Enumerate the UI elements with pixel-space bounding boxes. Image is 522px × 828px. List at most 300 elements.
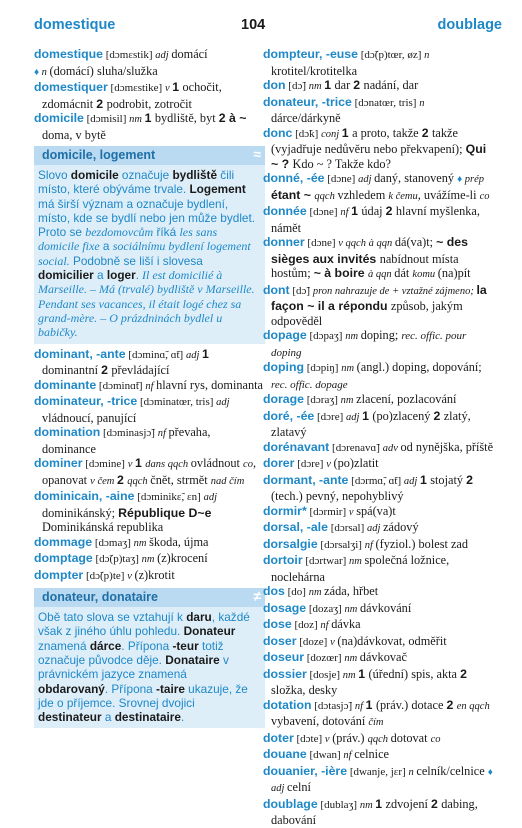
entry-text: 1 <box>201 346 209 361</box>
entry-text: nf <box>340 207 352 218</box>
entry-headword: dompteur, -euse <box>263 47 358 61</box>
entry-text: převaha, dominance <box>42 425 211 456</box>
entry-text: 1 <box>324 78 335 92</box>
entry-headword: dortoir <box>263 553 303 567</box>
entry-pronunciation: [dɔraʒ] <box>304 394 341 406</box>
entry-text: dans qqch <box>145 459 191 471</box>
entry-text: adj <box>346 411 363 423</box>
highlighted-term: bydliště <box>172 168 218 182</box>
box-text: Podobně se liší i slovesa <box>69 253 203 268</box>
entry-pronunciation: [dɔminatœr, tris] <box>137 396 217 409</box>
entry-text: nf <box>343 750 355 761</box>
entry-text: 2 <box>101 363 112 378</box>
entry-text: dabing, dabování <box>271 796 478 827</box>
entry-pronunciation: [dɔ̃] <box>285 80 309 92</box>
entry-text: vládnoucí, panující <box>42 410 137 425</box>
approx-icon: ≈ <box>253 146 261 162</box>
dictionary-entry <box>263 283 494 329</box>
entry-pronunciation: [dɔminasjɔ̃] <box>100 427 158 440</box>
entry-text: (angl.) doping, dopování; <box>356 360 482 374</box>
box-text: Proto se <box>38 225 86 240</box>
entry-text: 2 <box>96 96 107 111</box>
entry-text: ~ des sièges aux invités <box>271 235 468 266</box>
entry-pronunciation: [dɔre] <box>294 458 327 470</box>
entry-text: bydliště, byt <box>154 111 219 125</box>
entry-headword: dosage <box>263 600 307 615</box>
entry-text: a proto, takže <box>352 125 422 140</box>
entry-headword: doping <box>263 360 304 374</box>
entry-text: 1 <box>144 111 155 125</box>
entry-text: nm <box>129 114 145 125</box>
entry-text: celník/celnice <box>416 763 488 778</box>
entry-pronunciation: [dɔminikɛ̃, ɛn] <box>134 491 204 504</box>
entry-text: 2 <box>466 472 473 487</box>
entry-text: dotovat <box>390 730 431 745</box>
entry-text: doma, v bytě <box>42 127 106 142</box>
entry-pronunciation: [dɔne] <box>324 173 359 185</box>
entry-text: la façon ~ il a répondu <box>271 282 487 313</box>
left-entries-middle <box>34 347 265 585</box>
usage-box-title <box>34 146 265 165</box>
entry-text: nm <box>344 603 361 615</box>
entry-text: étant ~ <box>271 187 315 202</box>
entry-text: dárce/dárkyně <box>271 111 341 125</box>
dictionary-entry <box>34 80 265 111</box>
dictionary-entry <box>263 47 494 78</box>
entry-text: 2 <box>385 204 396 218</box>
entry-text: pron nahrazuje de + vztažné zájmeno; <box>312 285 477 297</box>
entry-text: takže (vyjadřuje nedůvěru nebo překvapení); <box>271 125 466 156</box>
entry-headword: douane <box>263 747 307 761</box>
box-text: Obě tato slova se vztahují k <box>38 610 187 625</box>
entry-text: v <box>164 83 173 94</box>
dictionary-entry <box>263 584 494 601</box>
entry-pronunciation: [dɔminɑ̃t] <box>96 379 146 392</box>
entry-pronunciation: [dɔrmɑ̃, ɑ̃t] <box>348 474 404 487</box>
entry-text: (po)zlatit <box>333 456 379 470</box>
entry-text: stojatý <box>430 472 467 487</box>
box-text: totiž označuje původce děje. <box>38 638 224 667</box>
dictionary-entry <box>34 489 265 535</box>
entry-pronunciation: [dozaʒ] <box>306 602 345 615</box>
entry-text: adj <box>358 174 375 185</box>
entry-pronunciation: [dɔ̃] <box>289 284 313 297</box>
dictionary-entry <box>263 328 494 360</box>
entry-headword: dos <box>263 584 285 598</box>
entry-text: (práv.) <box>332 730 368 745</box>
entry-text: prép <box>464 174 484 185</box>
entry-headword: domicile <box>34 111 84 125</box>
entry-text: co <box>479 190 490 202</box>
entry-text: n <box>424 50 430 61</box>
entry-text: celnice <box>354 747 390 761</box>
highlighted-term: destinateur <box>38 710 102 725</box>
usage-box-title-text: domicile, logement <box>42 148 156 162</box>
entry-text: n <box>408 766 417 778</box>
diamond-icon: ♦ <box>487 766 493 778</box>
entry-text: 2 <box>353 78 364 92</box>
entry-headword: doter <box>263 730 294 745</box>
entry-pronunciation: [dɔrsalʒi] <box>317 538 365 551</box>
entry-headword: dorénavant <box>263 439 330 454</box>
entry-pronunciation: [dɔ̃(p)tœr, øz] <box>357 49 425 61</box>
entry-headword: dorage <box>263 392 304 406</box>
dictionary-entry <box>263 553 494 584</box>
entry-text: zdvojení <box>385 796 431 811</box>
entry-text: nm <box>308 587 325 598</box>
highlighted-term: loger <box>106 268 136 283</box>
entry-text: 2 <box>433 408 444 423</box>
entry-text: adj <box>367 523 384 534</box>
entry-text: ovládnout <box>190 456 244 471</box>
dictionary-entry <box>263 698 494 731</box>
entry-text: 2 <box>421 125 432 140</box>
highlighted-term: obdarovaný <box>38 681 105 696</box>
entry-text: škoda, újma <box>149 534 209 549</box>
entry-text: nf <box>364 539 376 551</box>
page-header <box>0 0 522 42</box>
entry-pronunciation: [dɔrtwar] <box>302 555 350 567</box>
entry-text: co <box>243 459 253 471</box>
entry-pronunciation: [dɔminɑ̃, ɑ̃t] <box>125 348 186 361</box>
entry-pronunciation: [do] <box>284 586 309 598</box>
box-text: má širší význam a označuje bydlení, místo, kde se bydlí nebo jen může bydlet. <box>38 196 256 225</box>
entry-pronunciation: [dɔrmir] <box>306 505 349 518</box>
diamond-icon: ♦ <box>457 174 465 185</box>
entry-text: způsob, jakým odpověděl <box>271 299 463 328</box>
entry-pronunciation: [dosje] <box>306 668 343 681</box>
entry-headword: domination <box>34 425 101 440</box>
entry-headword: donné, -ée <box>263 171 325 185</box>
entry-text: dávka <box>331 617 361 631</box>
entry-text: čím <box>368 717 384 728</box>
dictionary-entry <box>263 764 494 797</box>
entry-headword: dominateur, -trice <box>34 394 138 409</box>
dictionary-entry <box>263 360 494 392</box>
dictionary-entry <box>34 568 265 585</box>
entry-headword: dossier <box>263 666 307 681</box>
entry-pronunciation: [dɔ̃(p)taʒ] <box>92 553 142 566</box>
entry-headword: doré, -ée <box>263 408 315 423</box>
entry-pronunciation: [dɔre] <box>314 410 347 423</box>
entry-headword: dommage <box>34 534 93 549</box>
entry-pronunciation: [dɔmɛstik] <box>103 49 156 61</box>
entry-text: dar <box>334 78 354 92</box>
entry-text: (na)dávkovat, odměřit <box>337 633 447 648</box>
entry-text: zlatý, zlatavý <box>271 408 471 439</box>
entry-text: (z)krotit <box>134 567 175 582</box>
entry-text: v qqch à qqn <box>338 238 395 249</box>
entry-text: 2 <box>430 796 442 811</box>
entry-text: nf <box>157 428 169 440</box>
entry-text: nm <box>340 395 357 406</box>
dictionary-entry <box>263 171 494 204</box>
entry-pronunciation: [dɔne] <box>306 206 341 218</box>
dictionary-entry <box>263 747 494 764</box>
entry-text: nm <box>133 537 150 549</box>
highlighted-term: dárce <box>89 638 122 653</box>
entry-text: nm <box>359 799 376 811</box>
entry-text: 2 <box>218 111 229 125</box>
entry-headword: doser <box>263 633 297 648</box>
box-text: . Přípona <box>104 681 157 696</box>
entry-pronunciation: [dɔte] <box>293 732 325 745</box>
entry-text: co <box>430 733 441 745</box>
entry-headword: dominante <box>34 377 97 392</box>
entry-pronunciation: [doz] <box>291 619 321 631</box>
entry-headword: dominer <box>34 456 83 471</box>
dictionary-entry <box>263 409 494 440</box>
entry-headword: dominicain, -aine <box>34 489 135 504</box>
entry-text: v <box>127 570 135 582</box>
dictionary-entry <box>263 617 494 634</box>
entry-text: v <box>324 733 333 745</box>
entry-text: qqch <box>314 190 338 202</box>
box-text: říká <box>153 225 180 240</box>
dictionary-entry <box>34 347 265 378</box>
entry-text: celní <box>287 780 311 794</box>
entry-headword: dont <box>263 282 290 297</box>
dictionary-entry <box>263 797 494 828</box>
highlighted-term: Logement <box>189 182 246 197</box>
dictionary-entry <box>263 504 494 521</box>
entry-text: adj <box>185 349 202 361</box>
entry-text: nf <box>145 380 157 392</box>
entry-text: 1 <box>135 456 146 471</box>
entry-text: , uvážíme-li <box>417 187 480 202</box>
entry-text: nad čím <box>210 475 245 487</box>
highlighted-term: daru <box>186 610 212 625</box>
entry-text: adj <box>155 50 172 61</box>
entry-text: čnět, strmět <box>150 472 211 487</box>
highlighted-term: Donataire <box>165 652 220 667</box>
entry-headword: donc <box>263 125 293 140</box>
entry-text: conj <box>321 128 342 140</box>
entry-text: vzhledem <box>337 187 389 202</box>
entry-pronunciation: [dɔne] <box>304 237 339 249</box>
entry-text: nm <box>344 653 360 664</box>
entry-headword: doseur <box>263 650 304 664</box>
dictionary-entry <box>263 456 494 473</box>
dictionary-entry <box>263 440 494 457</box>
entry-text: (z)krocení <box>157 551 208 566</box>
entry-pronunciation: [dɔmaʒ] <box>92 536 134 549</box>
entry-text: (domácí) sluha/služka <box>49 63 158 78</box>
entry-text: nm <box>141 554 158 566</box>
box-text: . <box>180 710 185 725</box>
entry-text: dávkovač <box>359 650 407 664</box>
entry-text: adj <box>216 397 230 409</box>
entry-headword: dose <box>263 617 292 631</box>
entry-text: údaj <box>361 204 386 218</box>
usage-box-title <box>34 588 265 607</box>
entry-headword: donateur, -trice <box>263 94 352 109</box>
left-entries-top <box>34 47 265 142</box>
entry-pronunciation: [dɔrsal] <box>327 522 368 534</box>
entry-text: dát <box>394 266 413 280</box>
entry-pronunciation: [doze] <box>296 635 331 648</box>
right-column <box>263 47 494 827</box>
example-text: les sans domicile fixe <box>38 225 218 254</box>
dictionary-entry <box>263 392 494 409</box>
entry-text: (na)pít <box>437 266 471 280</box>
entry-text: nabídnout místa hostům; <box>271 251 459 280</box>
dictionary-entry <box>263 95 494 126</box>
dictionary-entry <box>263 537 494 554</box>
entry-text: n <box>41 66 50 78</box>
entry-text: dávkování <box>360 600 412 615</box>
entry-headword: donnée <box>263 204 307 218</box>
entry-text: zlacení, pozlacování <box>356 392 457 406</box>
diamond-icon: ♦ <box>34 66 42 78</box>
entry-text: 2 <box>116 472 128 487</box>
entry-text: nm <box>349 556 365 567</box>
example-text: bezdomovcům <box>85 225 154 240</box>
entry-text: krotitel/krotitelka <box>271 63 358 78</box>
entry-pronunciation: [dɔmɛstike] <box>107 82 165 94</box>
dictionary-entry <box>34 425 265 456</box>
entry-headword: dorsalgie <box>263 536 318 551</box>
box-text: čili místo, které obýváme trvale. <box>38 168 235 197</box>
page-number: 104 <box>241 17 266 33</box>
entry-pronunciation: [dwan] <box>306 749 344 761</box>
entry-text: adv <box>382 442 401 454</box>
example-text: Il est domicilié à Marseille. – Má (trvalé) bydliště v Marseille. Pendant ses vacances, il était logé chez sa grand-mère. – O prázdninách bydlel u babičky. <box>38 268 255 340</box>
entry-text: převládající <box>111 363 170 378</box>
entry-text: domácí <box>171 47 208 61</box>
box-text: a <box>99 239 113 254</box>
entry-pronunciation: [dɔ̃(p)te] <box>83 569 128 582</box>
highlighted-term: destinataire <box>114 710 181 725</box>
entry-headword: doublage <box>263 796 318 811</box>
box-text: označuje <box>118 168 173 182</box>
dictionary-entry <box>263 667 494 698</box>
entry-headword: dotation <box>263 697 312 712</box>
box-text: a <box>101 710 115 725</box>
entry-text: 1 <box>172 80 183 94</box>
dictionary-entry <box>34 551 265 568</box>
box-text: , každé však z jiného úhlu pohledu. <box>38 610 250 639</box>
dictionary-entry <box>263 235 494 283</box>
entry-text: doping; <box>360 328 402 342</box>
dictionary-entry <box>263 731 494 748</box>
entry-text: daný, stanovený <box>374 171 458 185</box>
not-equal-icon: ≠ <box>253 588 261 605</box>
entry-text: v čem <box>90 475 117 487</box>
entry-text: Kdo ~ ? <box>292 156 335 171</box>
entry-text: v <box>326 459 334 470</box>
entry-text: 1 <box>419 472 431 487</box>
entry-text: 2 <box>460 666 467 681</box>
usage-box-donateur <box>34 588 265 728</box>
entry-text: dominikánský; <box>42 505 119 520</box>
dictionary-entry <box>263 204 494 235</box>
entry-text: nf <box>354 700 366 712</box>
entry-text: n <box>419 97 425 109</box>
dictionary-entry <box>263 634 494 651</box>
entry-text: adj <box>203 492 217 504</box>
highlighted-term: domicile <box>70 168 119 182</box>
entry-text: Dominikánská republika <box>42 520 164 535</box>
entry-pronunciation: [dozœr] <box>304 652 345 664</box>
entry-text: záda, hřbet <box>324 584 379 598</box>
entry-headword: dopage <box>263 328 307 342</box>
entry-text: 1 <box>351 204 362 218</box>
entry-text: 1 <box>375 796 386 811</box>
header-first-word: domestique <box>34 17 116 33</box>
entry-headword: domptage <box>34 551 93 566</box>
entry-headword: dormir* <box>263 503 307 518</box>
entry-text: ~ à boire <box>313 266 369 280</box>
dictionary-entry <box>34 47 265 64</box>
entry-headword: douanier, -ière <box>263 763 348 778</box>
entry-text: spá(va)t <box>356 503 396 518</box>
entry-text: v <box>330 636 338 648</box>
entry-text: komu <box>412 269 438 280</box>
entry-text: rec. offic. pour doping <box>271 330 467 359</box>
entry-headword: don <box>263 78 286 92</box>
entry-text: složka, desky <box>271 683 338 697</box>
entry-text: nadání, dar <box>363 78 419 92</box>
dictionary-entry <box>263 650 494 667</box>
example-text: sociálnímu bydlení logement social. <box>38 239 251 268</box>
header-last-word: doublage <box>437 17 502 33</box>
entry-pronunciation: [dɔmisil] <box>83 113 130 125</box>
usage-box-domicile <box>34 146 265 344</box>
box-text: znamená <box>38 638 90 653</box>
dictionary-entry <box>34 456 265 489</box>
highlighted-term: Donateur <box>183 624 236 639</box>
entry-text: od nynějška, příště <box>400 439 494 454</box>
entry-text: rec. offic. dopage <box>271 378 348 391</box>
entry-text: à qqn <box>368 269 395 280</box>
box-text: v právnickém jazyce znamená <box>38 652 229 682</box>
entry-pronunciation: [dublaʒ] <box>317 798 360 811</box>
left-column <box>34 47 265 747</box>
box-text: . Přípona <box>121 638 173 653</box>
entry-headword: dormant, -ante <box>263 472 349 487</box>
usage-box-text <box>38 168 259 340</box>
entry-pronunciation: [dɔnatœr, tris] <box>351 96 420 109</box>
entry-text: společná ložnice, noclehárna <box>271 553 450 584</box>
entry-text: 1 <box>341 125 353 140</box>
entry-text: hlavní myšlenka, námět <box>271 204 480 235</box>
entry-text: (fyziol.) bolest zad <box>375 536 469 551</box>
entry-pronunciation: [dɔrenavɑ̃] <box>329 441 383 454</box>
entry-pronunciation: [dɔpiŋ] <box>303 362 342 374</box>
entry-text: en qqch <box>456 700 490 712</box>
entry-text: v <box>348 506 357 518</box>
entry-headword: dorsal, -ale <box>263 520 328 534</box>
entry-text: adj <box>403 475 420 487</box>
entry-text: nm <box>341 363 357 374</box>
entry-text: k čemu <box>388 190 418 202</box>
highlighted-term: domicilier <box>38 268 94 283</box>
entry-text: République D~e <box>118 505 212 520</box>
dictionary-entry <box>263 601 494 618</box>
entry-text: 1 <box>358 666 369 681</box>
entry-text: (úřední) spis, akta <box>368 666 461 681</box>
entry-text: ochočit, zdomácnit <box>42 80 222 111</box>
entry-text: vybavení, dotování <box>271 714 369 728</box>
entry-headword: dorer <box>263 456 295 470</box>
box-text: . <box>135 268 139 283</box>
entry-headword: dominant, -ante <box>34 346 126 361</box>
entry-text: zádový <box>383 520 419 534</box>
entry-headword: domestique <box>34 47 104 61</box>
dictionary-entry <box>263 520 494 537</box>
entry-headword: domestiquer <box>34 80 108 94</box>
